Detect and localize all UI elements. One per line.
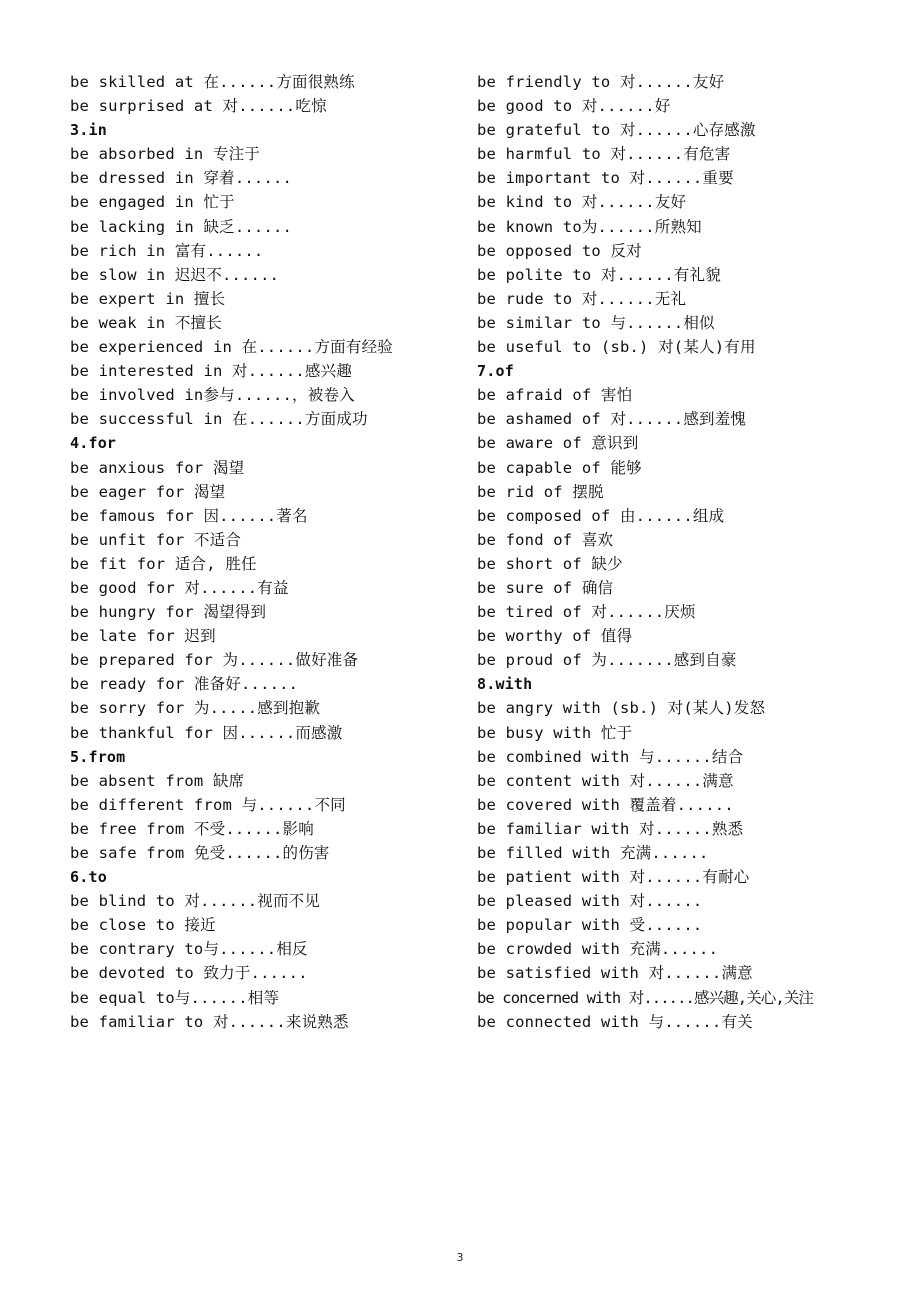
phrase-line: be sorry for 为.....感到抱歉 bbox=[70, 699, 321, 718]
phrase-line: be crowded with 充满...... bbox=[477, 940, 719, 959]
phrase-line: be aware of 意识到 bbox=[477, 434, 639, 453]
phrase-line: be grateful to 对......心存感激 bbox=[477, 121, 756, 140]
phrase-line: be content with 对......满意 bbox=[477, 771, 734, 790]
phrase-line: be hungry for 渴望得到 bbox=[70, 603, 267, 622]
phrase-line: be filled with 充满...... bbox=[477, 844, 709, 862]
phrase-line: be prepared for 为......做好准备 bbox=[70, 651, 359, 670]
phrase-line: be thankful for 因......而感激 bbox=[70, 723, 343, 742]
phrase-line: be familiar with 对......熟悉 bbox=[477, 819, 744, 838]
phrase-line: be skilled at 在......方面很熟练 bbox=[70, 73, 355, 91]
phrase-line: be good to 对......好 bbox=[477, 97, 671, 116]
phrase-line: be successful in 在......方面成功 bbox=[70, 410, 368, 429]
page-number: 3 bbox=[456, 1251, 464, 1264]
phrase-line: be composed of 由......组成 bbox=[477, 506, 725, 525]
phrase-line: be important to 对......重要 bbox=[477, 169, 734, 188]
phrase-line: be pleased with 对...... bbox=[477, 892, 703, 911]
phrase-line: be experienced in 在......方面有经验 bbox=[70, 338, 393, 357]
phrase-line: be patient with 对......有耐心 bbox=[477, 868, 750, 887]
phrase-line: be close to 接近 bbox=[70, 916, 216, 935]
phrase-line: be devoted to 致力于...... bbox=[70, 964, 308, 983]
section-heading-in: 3.in bbox=[70, 121, 107, 140]
section-heading-for: 4.for bbox=[70, 434, 117, 453]
phrase-line: be polite to 对......有礼貌 bbox=[477, 265, 721, 284]
phrase-line: be lacking in 缺乏...... bbox=[70, 217, 293, 236]
phrase-line: be contrary to与......相反 bbox=[70, 940, 308, 959]
phrase-line: be engaged in 忙于 bbox=[70, 193, 235, 212]
phrase-line: be fond of 喜欢 bbox=[477, 530, 614, 549]
phrase-line: be equal to与......相等 bbox=[70, 988, 280, 1007]
phrase-line: be anxious for 渴望 bbox=[70, 458, 245, 477]
section-heading-from: 5.from bbox=[70, 747, 126, 766]
phrase-line: be concerned with 对......感兴趣,关心,关注 bbox=[477, 988, 814, 1007]
phrase-line: be expert in 擅长 bbox=[70, 289, 226, 308]
phrase-line: be safe from 免受......的伤害 bbox=[70, 844, 330, 862]
phrase-line: be interested in 对......感兴趣 bbox=[70, 362, 353, 381]
phrase-line: be popular with 受...... bbox=[477, 916, 703, 935]
phrase-line: be similar to 与......相似 bbox=[477, 313, 715, 332]
phrase-line: be rich in 富有...... bbox=[70, 241, 264, 260]
phrase-line: be sure of 确信 bbox=[477, 578, 614, 597]
phrase-line: be friendly to 对......友好 bbox=[477, 73, 725, 91]
phrase-line: be involved in参与......，被卷入 bbox=[70, 386, 355, 405]
phrase-line: be kind to 对......友好 bbox=[477, 193, 687, 212]
phrase-line: be proud of 为.......感到自豪 bbox=[477, 651, 737, 670]
section-heading-with: 8.with bbox=[477, 675, 533, 694]
phrase-line: be absorbed in 专注于 bbox=[70, 145, 261, 164]
section-heading-of: 7.of bbox=[477, 362, 514, 381]
phrase-line: be harmful to 对......有危害 bbox=[477, 145, 731, 164]
phrase-line: be rid of 摆脱 bbox=[477, 482, 604, 501]
section-heading-to: 6.to bbox=[70, 868, 107, 887]
phrase-line: be combined with 与......结合 bbox=[477, 747, 744, 766]
phrase-line: be known to为......所熟知 bbox=[477, 217, 702, 236]
phrase-line: be surprised at 对......吃惊 bbox=[70, 97, 327, 116]
phrase-line: be ready for 准备好...... bbox=[70, 675, 299, 694]
phrase-line: be short of 缺少 bbox=[477, 554, 623, 573]
phrase-line: be tired of 对......厌烦 bbox=[477, 603, 696, 622]
phrase-line: be afraid of 害怕 bbox=[477, 386, 633, 405]
phrase-line: be capable of 能够 bbox=[477, 458, 642, 477]
phrase-line: be useful to (sb.) 对(某人)有用 bbox=[477, 338, 756, 357]
phrase-line: be absent from 缺席 bbox=[70, 771, 245, 790]
phrase-line: be worthy of 值得 bbox=[477, 627, 633, 646]
phrase-line: be rude to 对......无礼 bbox=[477, 289, 687, 308]
phrase-line: be angry with (sb.) 对(某人)发怒 bbox=[477, 699, 766, 718]
phrase-line: be free from 不受......影响 bbox=[70, 819, 314, 838]
phrase-line: be dressed in 穿着...... bbox=[70, 169, 293, 188]
right-column bbox=[477, 70, 897, 1034]
phrase-line: be good for 对......有益 bbox=[70, 578, 289, 597]
phrase-line: be familiar to 对......来说熟悉 bbox=[70, 1012, 349, 1031]
phrase-line: be different from 与......不同 bbox=[70, 795, 346, 814]
phrase-line: be eager for 渴望 bbox=[70, 482, 226, 501]
phrase-line: be covered with 覆盖着...... bbox=[477, 795, 734, 814]
phrase-line: be opposed to 反对 bbox=[477, 241, 642, 260]
phrase-line: be fit for 适合, 胜任 bbox=[70, 554, 257, 573]
phrase-line: be unfit for 不适合 bbox=[70, 530, 242, 549]
phrase-line: be ashamed of 对......感到羞愧 bbox=[477, 410, 747, 429]
phrase-line: be weak in 不擅长 bbox=[70, 313, 222, 332]
phrase-line: be late for 迟到 bbox=[70, 627, 216, 646]
phrase-line: be satisfied with 对......满意 bbox=[477, 964, 753, 983]
left-column bbox=[70, 70, 460, 1034]
phrase-line: be busy with 忙于 bbox=[477, 723, 633, 742]
phrase-line: be slow in 迟迟不...... bbox=[70, 265, 280, 284]
phrase-line: be famous for 因......著名 bbox=[70, 506, 308, 525]
phrase-line: be blind to 对......视而不见 bbox=[70, 892, 321, 911]
phrase-line: be connected with 与......有关 bbox=[477, 1012, 753, 1031]
